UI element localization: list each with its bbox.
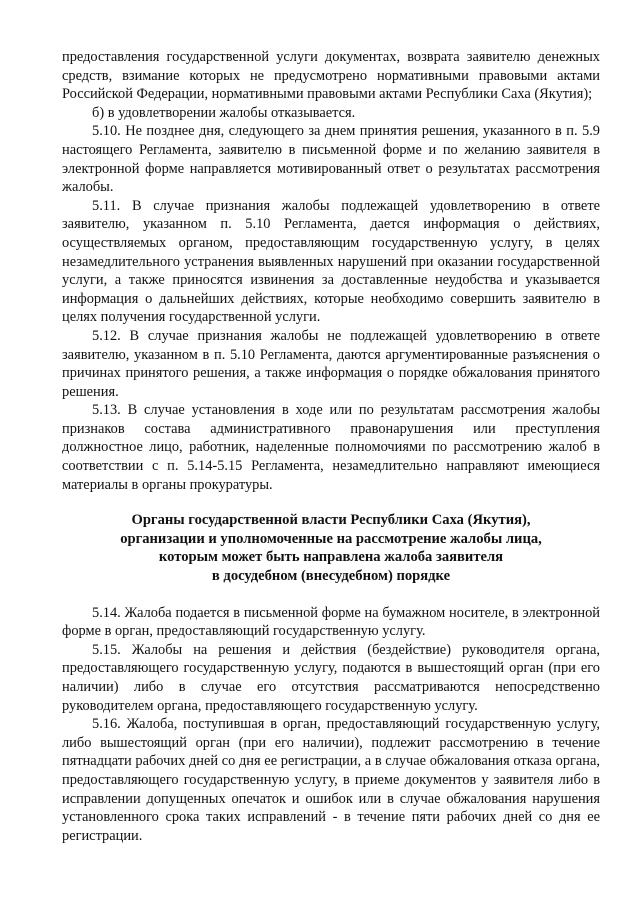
paragraph-5-14: 5.14. Жалоба подается в письменной форме на бумажном носителе, в электронной форме в орган, предоставляющий государственную услугу. <box>62 604 600 640</box>
paragraph-5-10: 5.10. Не позднее дня, следующего за днем принятия решения, указанного в п. 5.9 настоящего Регламента, заявителю в письменной форме и по желанию заявителя в электронной форме направляется мотивированный ответ о результатах рассмотрения жалобы. <box>62 123 600 196</box>
paragraph-5-16: 5.16. Жалоба, поступившая в орган, предоставляющий государственную услугу, либо вышестоящий орган (при его наличии), подлежит рассмотрению в течение пятнадцати рабочих дней со дня ее регистрации, а в случае обжалования отказа органа, предоставляющего государственную услугу, в приеме документов у заявителя либо в исправлении допущенных опечаток и ошибок или в случае обжалования нарушения установленного срока таких исправлений - в течение пяти рабочих дней со дня ее регистрации. <box>62 716 600 844</box>
paragraph-5-11: 5.11. В случае признания жалобы подлежащей удовлетворению в ответе заявителю, указанном п. 5.10 Регламента, дается информация о действиях, осуществляемых органом, предоставляющим государственную услугу, в целях незамедлительного устранения выявленных нарушений при оказании государственной услуги, а также приносятся извинения за доставленные неудобства и указывается информация о дальнейших действиях, которые необходимо совершить заявителю в целях получения государственной услуги. <box>62 197 600 326</box>
section-heading <box>62 511 600 585</box>
paragraph-5-13: 5.13. В случае установления в ходе или по результатам рассмотрения жалобы признаков состава административного правонарушения или преступления должностное лицо, работник, наделенные полномочиями по рассмотрению жалоб в соответствии с п. 5.14-5.15 Регламента, незамедлительно направляют имеющиеся материалы в органы прокуратуры. <box>62 402 600 493</box>
paragraph-continuation: предоставления государственной услуги документах, возврата заявителю денежных средств, взимание которых не предусмотрено нормативными правовыми актами Российской Федерации, нормативными правовыми актами Республики Саха (Якутия); <box>62 49 600 103</box>
heading-line-3: которым может быть направлена жалоба заявителя <box>158 549 504 566</box>
heading-line-4: в досудебном (внесудебном) порядке <box>211 568 451 585</box>
paragraph-5-12: 5.12. В случае признания жалобы не подлежащей удовлетворению в ответе заявителю, указанном в п. 5.10 Регламента, даются аргументированные разъяснения о причинах принятого решения, а также информация о порядке обжалования принятого решения. <box>62 327 600 400</box>
heading-line-2: организации и уполномоченные на рассмотрение жалобы лица, <box>120 530 542 547</box>
heading-line-1: Органы государственной власти Республики Саха (Якутия), <box>131 512 531 529</box>
paragraph-5-15: 5.15. Жалобы на решения и действия (бездействие) руководителя органа, предоставляющего государственную услугу, подаются в вышестоящий орган (при его наличии) либо в случае его отсутствия рассматриваются непосредственно руководителем органа, предоставляющего государственную услугу. <box>62 641 600 714</box>
paragraph-b-refusal: б) в удовлетворении жалобы отказывается. <box>92 104 356 121</box>
